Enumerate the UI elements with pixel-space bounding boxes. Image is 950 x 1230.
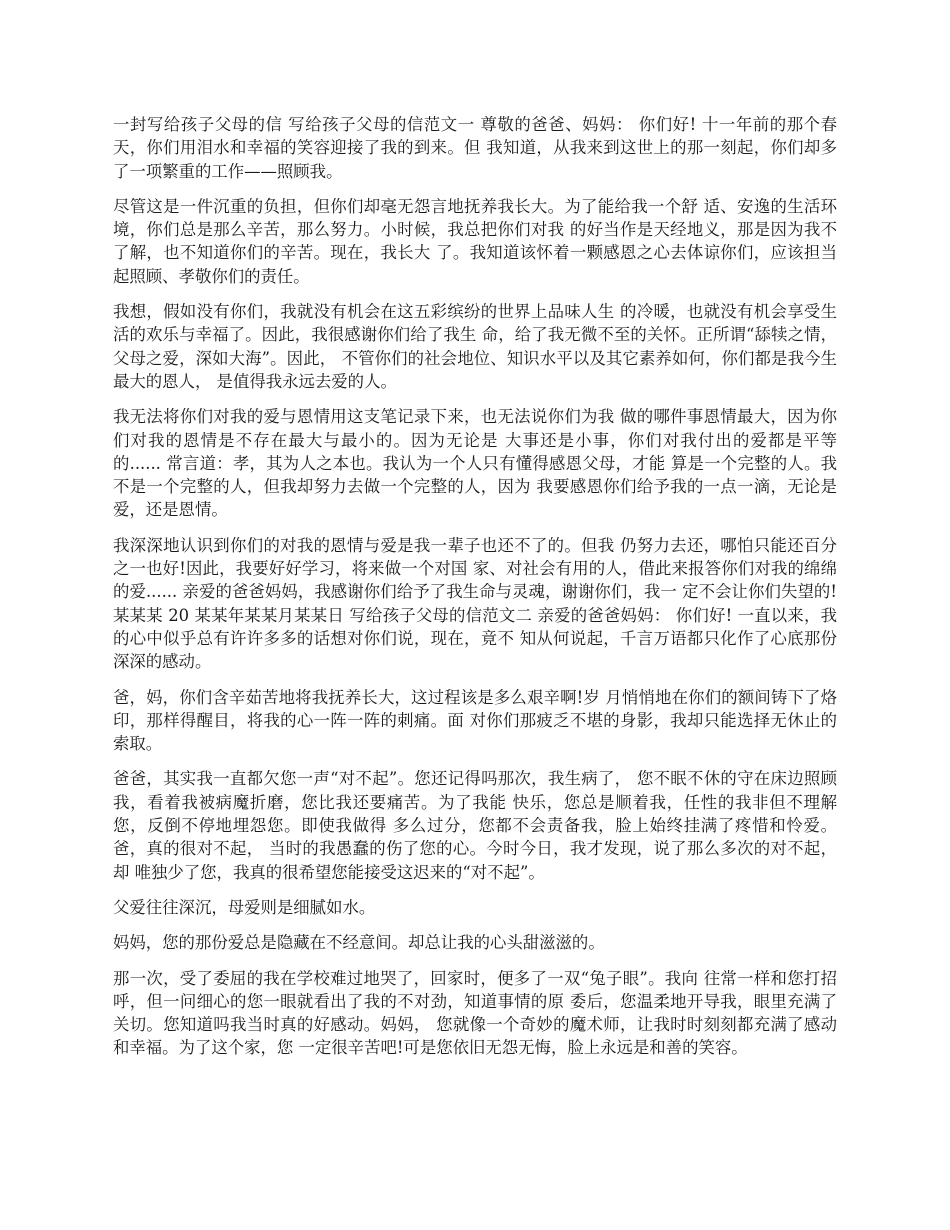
document-page — [113, 113, 837, 1072]
paragraph-8: 父爱往往深沉，母爱则是细腻如水。 — [113, 897, 376, 917]
paragraph-10: 那一次，受了委屈的我在学校难过地哭了，回家时，便多了一双“兔子眼”。我向 往常一样和您打招呼，但一问细心的您一眼就看出了我的不对劲，知道事情的原 委后，您温柔地开导我，眼里充满了关切。您知道吗我当时真的好感动。妈妈， 您就像一个奇妙的魔术师，让我时时刻刻都充满了感动和幸福。为了这个家，您 一定很辛苦吧!可是您依旧无怨无悔，脸上永远是和善的笑容。 — [113, 968, 837, 1058]
paragraph-7: 爸爸，其实我一直都欠您一声“对不起”。您还记得吗那次，我生病了， 您不眠不休的守在床边照顾我，看着我被病魔折磨，您比我还要痛苦。为了我能 快乐，您总是顺着我，任性的我非但不理解您，反倒不停地埋怨您。即使我做得 多么过分，您都不会责备我，脸上始终挂满了疼惜和怜爱。爸，真的很对不起， 当时的我愚蠢的伤了您的心。今时今日，我才发现，说了那么多次的对不起，却 唯独少了您，我真的很希望您能接受这迟来的“对不起”。 — [113, 769, 837, 882]
paragraph-6: 爸，妈，你们含辛茹苦地将我抚养长大，这过程该是多么艰辛啊!岁 月悄悄地在你们的额间铸下了烙印，那样得醒目，将我的心一阵一阵的刺痛。面 对你们那疲乏不堪的身影，我却只能选择无休止的索取。 — [113, 687, 837, 754]
paragraph-2: 尽管这是一件沉重的负担，但你们却毫无怨言地抚养我长大。为了能给我一个舒 适、安逸的生活环境，你们总是那么辛苦，那么努力。小时候，我总把你们对我 的好当作是天经地义，那是因为我不了解，也不知道你们的辛苦。现在，我长大 了。我知道该怀着一颗感恩之心去体谅你们，应该担当起照顾、孝敬你们的责任。 — [113, 196, 837, 286]
paragraph-9: 妈妈，您的那份爱总是隐藏在不经意间。却总让我的心头甜滋滋的。 — [113, 933, 605, 953]
paragraph-4: 我无法将你们对我的爱与恩情用这支笔记录下来，也无法说你们为我 做的哪件事恩情最大，因为你们对我的恩情是不存在最大与最小的。因为无论是 大事还是小事，你们对我付出的爱都是平等的...... 常言道：孝，其为人之本也。我认为一个人只有懂得感恩父母，才能 算是一个完整的人。我不是一个完整的人，但我却努力去做一个完整的人，因为 我要感恩你们给予我的一点一滴，无论是爱，还是恩情。 — [113, 407, 837, 520]
paragraph-1: 一封写给孩子父母的信 写给孩子父母的信范文一 尊敬的爸爸、妈妈： 你们好! 十一年前的那个春天，你们用泪水和幸福的笑容迎接了我的到来。但 我知道，从我来到这世上的那一刻起，你们却多了一项繁重的工作——照顾我。 — [113, 115, 837, 181]
paragraph-3: 我想，假如没有你们，我就没有机会在这五彩缤纷的世界上品味人生 的冷暖，也就没有机会享受生活的欢乐与幸福了。因此，我很感谢你们给了我生 命，给了我无微不至的关怀。正所谓“舔犊之情，父母之爱，深如大海”。因此， 不管你们的社会地位、知识水平以及其它素养如何，你们都是我今生最大的恩人， 是值得我永远去爱的人。 — [113, 302, 837, 391]
paragraph-5: 我深深地认识到你们的对我的恩情与爱是我一辈子也还不了的。但我 仍努力去还，哪怕只能还百分之一也好!因此，我要好好学习，将来做一个对国 家、对社会有用的人，借此来报答你们对我的绵绵的爱...... 亲爱的爸爸妈妈，我感谢你们给予了我生命与灵魂，谢谢你们，我一 定不会让你们失望的! 某某某 20 某某年某某月某某日 写给孩子父母的信范文二 亲爱的爸爸妈妈： 你们好! 一直以来，我的心中似乎总有许许多多的话想对你们说，现在，竟不 知从何说起，千言万语都只化作了心底那份深深的感动。 — [113, 535, 837, 672]
